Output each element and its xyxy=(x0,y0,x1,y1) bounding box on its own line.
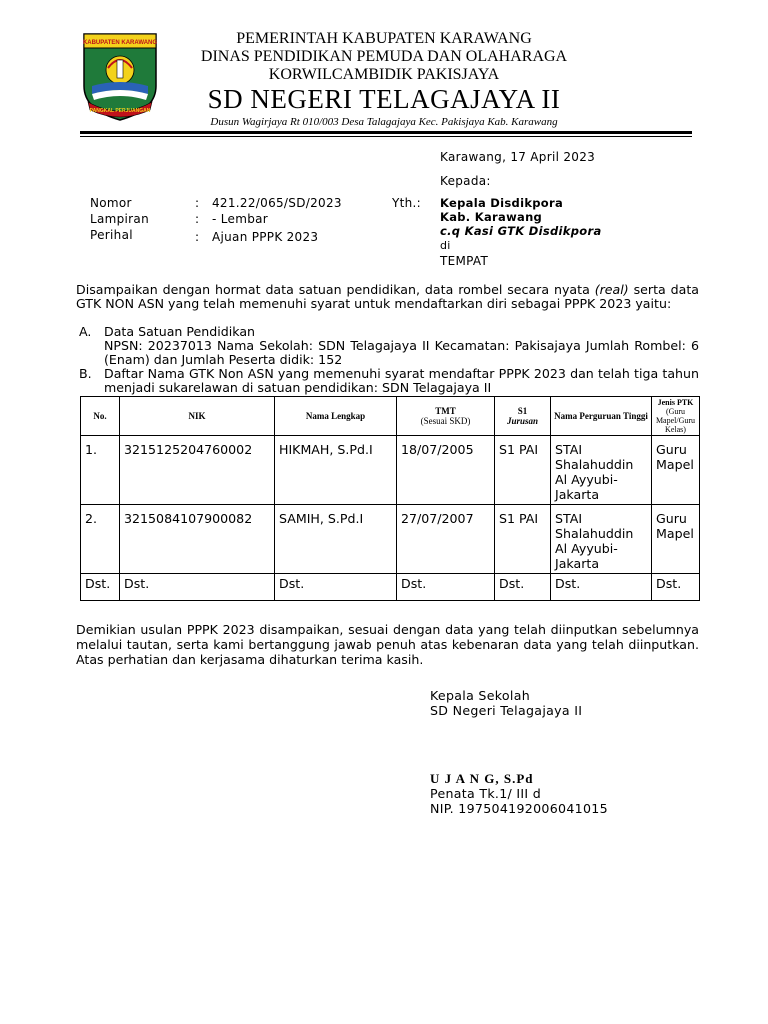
cell-jenis: Guru Mapel xyxy=(652,505,700,574)
perihal-colon: : xyxy=(195,230,200,244)
school-address: Dusun Wagirjaya Rt 010/003 Desa Talagajaya Kec. Pakisjaya Kab. Karawang xyxy=(210,116,558,128)
school-name: SD NEGERI TELAGAJAYA II xyxy=(207,84,561,114)
header-government: PEMERINTAH KABUPATEN KARAWANG xyxy=(236,30,532,47)
recipient-region: Kab. Karawang xyxy=(440,210,543,224)
perihal-label: Perihal xyxy=(90,228,133,242)
header-department: DINAS PENDIDIKAN PEMUDA DAN OLAHARAGA xyxy=(200,48,568,65)
item-b-marker: B. xyxy=(79,366,92,381)
kepada-label: Kepada: xyxy=(440,174,491,188)
recipient-di: di xyxy=(440,239,451,252)
item-a-title: Data Satuan Pendidikan xyxy=(104,324,256,339)
nomor-colon: : xyxy=(195,196,200,210)
signatory-name: U J A N G, S.Pd xyxy=(430,771,534,786)
item-b-text: Daftar Nama GTK Non ASN yang memenuhi syarat mendaftar PPPK 2023 dan telah tiga tahun menjadi sukarelawan di satuan pendidikan: SDN Telagajaya II xyxy=(104,366,699,395)
intro-text-2: serta data GTK NON ASN yang telah memenuhi syarat untuk mendaftarkan diri sebagai PPPK 2023 yaitu: xyxy=(76,282,700,311)
cell-nama: SAMIH, S.Pd.I xyxy=(275,505,397,574)
item-a-detail: NPSN: 20237013 Nama Sekolah: SDN Telagajaya II Kecamatan: Pakisajaya Jumlah Rombel: 6 (Enam) dan Jumlah Peserta didik: 152 xyxy=(104,338,699,367)
header-tmt xyxy=(397,397,495,436)
cell-s1: S1 PAI xyxy=(495,505,551,574)
cell-tmt: 27/07/2007 xyxy=(397,505,495,574)
signatory-nip: NIP. 197504192006041015 xyxy=(430,801,608,816)
cell-no: Dst. xyxy=(81,574,120,601)
perihal-value: Ajuan PPPK 2023 xyxy=(212,230,319,244)
header-s1-sub: Jurusan xyxy=(506,416,539,426)
letterhead-rule xyxy=(80,131,692,134)
cell-no: 2. xyxy=(81,505,120,574)
gtk-table xyxy=(80,396,700,601)
closing-paragraph: Demikian usulan PPPK 2023 disampaikan, sesuai dengan data yang telah diinputkan sebelumnya melalui tautan, serta kami bertanggung jawab penuh atas kebenaran data yang telah diinputkan. Atas perhatian dan kerjasama dihaturkan terima kasih. xyxy=(76,622,699,667)
table-row xyxy=(81,574,700,601)
header-nik: NIK xyxy=(120,397,275,436)
yth-label: Yth.: xyxy=(392,196,421,210)
intro-paragraph xyxy=(76,283,699,311)
header-tmt-sub: (Sesuai SKD) xyxy=(420,416,471,426)
header-jenis-sub: (Guru Mapel/Guru Kelas) xyxy=(655,407,696,434)
cell-nama: HIKMAH, S.Pd.I xyxy=(275,436,397,505)
table-row xyxy=(81,505,700,574)
nomor-value: 421.22/065/SD/2023 xyxy=(212,196,342,210)
cell-nik: 3215125204760002 xyxy=(120,436,275,505)
cell-nama: Dst. xyxy=(275,574,397,601)
header-pt: Nama Perguruan Tinggi xyxy=(551,397,652,436)
table-row xyxy=(81,436,700,505)
place-date: Karawang, 17 April 2023 xyxy=(440,150,596,164)
cell-nik: 3215084107900082 xyxy=(120,505,275,574)
cell-tmt: Dst. xyxy=(397,574,495,601)
logo-top-text: KABUPATEN KARAWANG xyxy=(82,40,158,46)
header-korwil: KORWILCAMBIDIK PAKISJAYA xyxy=(268,66,500,83)
cell-s1: Dst. xyxy=(495,574,551,601)
recipient-place: TEMPAT xyxy=(440,254,489,268)
recipient-cq: c.q Kasi GTK Disdikpora xyxy=(440,224,602,238)
header-no: No. xyxy=(81,397,120,436)
cell-jenis: Guru Mapel xyxy=(652,436,700,505)
cell-no: 1. xyxy=(81,436,120,505)
header-tmt-label: TMT xyxy=(435,406,456,416)
lampiran-label: Lampiran xyxy=(90,212,149,226)
header-s1-label: S1 xyxy=(517,406,528,416)
cell-tmt: 18/07/2005 xyxy=(397,436,495,505)
signature-school: SD Negeri Telagajaya II xyxy=(430,703,583,718)
signatory-rank: Penata Tk.1/ III d xyxy=(430,786,542,801)
intro-real: (real) xyxy=(594,282,629,297)
letterhead-rule-thin xyxy=(80,136,692,137)
header-jenis-label: Jenis PTK xyxy=(657,398,694,407)
cell-jenis: Dst. xyxy=(652,574,700,601)
lampiran-value: - Lembar xyxy=(212,212,268,226)
item-a-marker: A. xyxy=(79,324,92,339)
cell-pt: STAI Shalahuddin Al Ayyubi-Jakarta xyxy=(551,436,652,505)
header-jenis xyxy=(652,397,700,436)
cell-s1: S1 PAI xyxy=(495,436,551,505)
table-header-row xyxy=(81,397,700,436)
lampiran-colon: : xyxy=(195,212,200,226)
logo-bottom-text: PANGKAL PERJUANGAN xyxy=(89,108,151,114)
signature-title: Kepala Sekolah xyxy=(430,688,530,703)
recipient-title: Kepala Disdikpora xyxy=(440,196,564,210)
cell-pt: Dst. xyxy=(551,574,652,601)
header-nama: Nama Lengkap xyxy=(275,397,397,436)
intro-text-1: Disampaikan dengan hormat data satuan pendidikan, data rombel secara nyata xyxy=(76,282,595,297)
header-s1 xyxy=(495,397,551,436)
nomor-label: Nomor xyxy=(90,196,132,210)
cell-pt: STAI Shalahuddin Al Ayyubi-Jakarta xyxy=(551,505,652,574)
cell-nik: Dst. xyxy=(120,574,275,601)
